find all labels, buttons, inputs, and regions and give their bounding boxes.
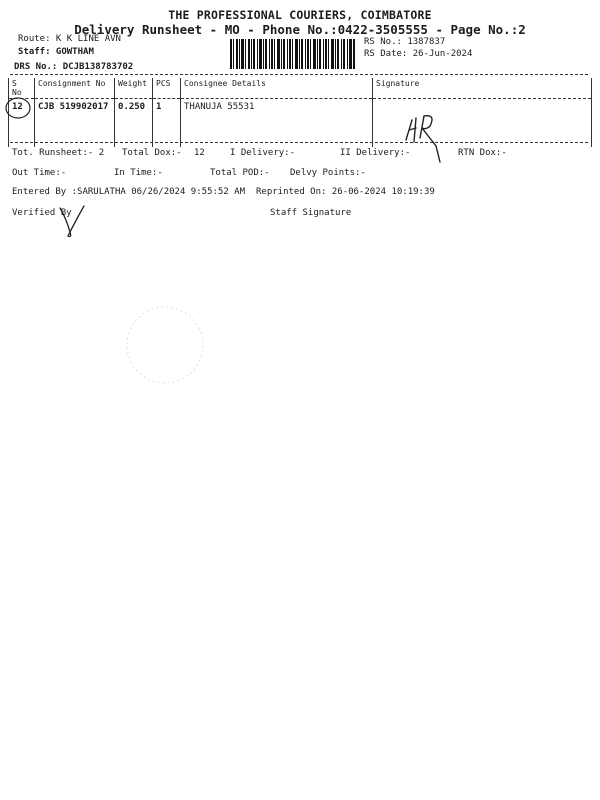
table-header-row bbox=[9, 78, 592, 99]
drs-number: DRS No.: DCJB138783702 bbox=[14, 62, 134, 72]
divider-top bbox=[10, 74, 588, 75]
rs-number: RS No.: 1387837 bbox=[364, 37, 446, 47]
staff: Staff: GOWTHAM bbox=[18, 47, 94, 57]
reprinted-on: Reprinted On: 26-06-2024 10:19:39 bbox=[256, 187, 435, 197]
cell-sno: 12 bbox=[9, 99, 35, 148]
rs-date: RS Date: 26-Jun-2024 bbox=[364, 49, 473, 59]
verified-by: Verified By bbox=[12, 208, 72, 218]
circle-mark bbox=[4, 96, 32, 120]
cell-consignment: CJB 519902017 bbox=[35, 99, 115, 148]
col-consignee: Consignee Details bbox=[181, 78, 373, 99]
cell-weight: 0.250 bbox=[115, 99, 153, 148]
out-time: Out Time:- bbox=[12, 168, 67, 178]
col-consignment: Consignment No bbox=[35, 78, 115, 99]
i-delivery: I Delivery:- bbox=[230, 148, 296, 158]
ii-delivery: II Delivery:- bbox=[340, 148, 411, 158]
runsheet-table bbox=[8, 78, 592, 147]
col-signature: Signature bbox=[373, 78, 592, 99]
table-row bbox=[9, 99, 592, 148]
rtn-dox: RTN Dox:- bbox=[458, 148, 507, 158]
company-name: THE PROFESSIONAL COURIERS, COIMBATORE bbox=[168, 8, 432, 22]
total-dox-label: Total Dox:- bbox=[122, 148, 182, 158]
delvy-points: Delvy Points:- bbox=[290, 168, 366, 178]
entered-by: Entered By :SARULATHA 06/26/2024 9:55:52 AM bbox=[12, 187, 245, 197]
tot-runsheet: Tot. Runsheet:- 2 bbox=[12, 148, 105, 158]
col-weight: Weight bbox=[115, 78, 153, 99]
divider-bottom bbox=[10, 142, 588, 143]
col-pcs: PCS bbox=[153, 78, 181, 99]
total-pod: Total POD:- bbox=[210, 168, 270, 178]
faint-stamp bbox=[120, 300, 210, 390]
total-dox-value: 12 bbox=[194, 148, 205, 158]
col-sno: S No bbox=[9, 78, 35, 99]
barcode bbox=[230, 39, 355, 69]
cell-pcs: 1 bbox=[153, 99, 181, 148]
verifier-signature bbox=[56, 202, 88, 242]
staff-signature: Staff Signature bbox=[270, 208, 352, 218]
in-time: In Time:- bbox=[114, 168, 163, 178]
cell-consignee: THANUJA 55531 bbox=[181, 99, 373, 148]
runsheet-title: Delivery Runsheet - MO - Phone No.:0422-3505555 - Page No.:2 bbox=[74, 22, 526, 37]
route: Route: K K LINE AVN bbox=[18, 34, 121, 44]
